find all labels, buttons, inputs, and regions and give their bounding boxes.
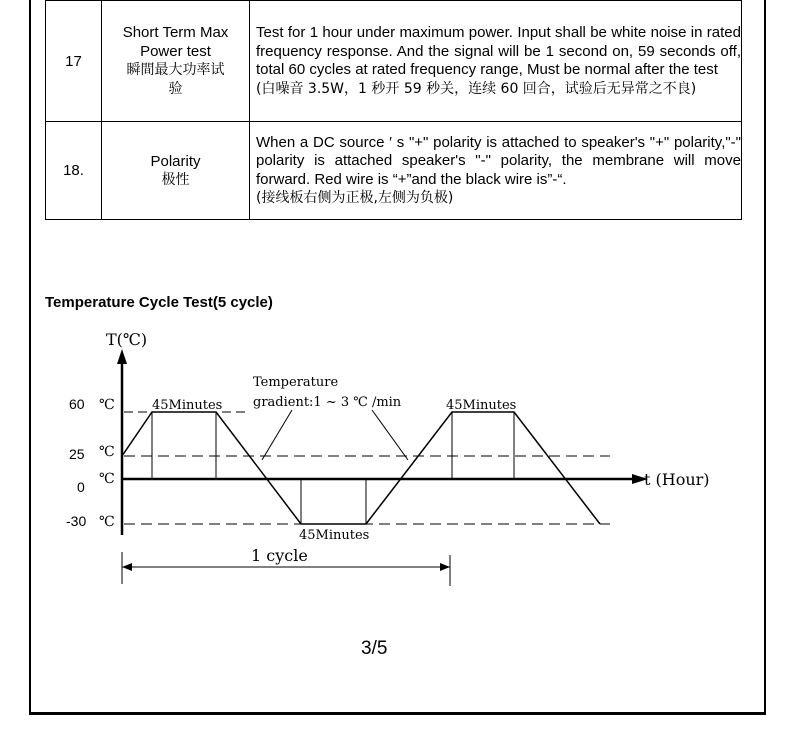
description-en: When a DC source ′ s "+" polarity is attached to speaker's "+" polarity,"-" polarity is attached speaker's "-" polarity, the membrane will move forward. Red wire is “+”and the black wire is”-“. — [256, 133, 741, 188]
y-tick-unit: ℃ — [99, 397, 115, 413]
item-name-cn: 验 — [168, 81, 183, 97]
y-tick-unit: ℃ — [99, 471, 115, 487]
row-number: 18. — [46, 122, 102, 220]
cycle-arrowhead — [122, 563, 132, 571]
y-axis-arrowhead — [117, 349, 127, 364]
x-axis-label: t (Hour) — [644, 470, 710, 489]
y-axis-label: T(℃) — [106, 330, 148, 349]
y-tick-unit: ℃ — [99, 514, 115, 530]
page-number: 3/5 — [361, 638, 388, 659]
description-cn: (接线板右侧为正极,左侧为负极) — [256, 190, 454, 206]
y-tick-label: -30 — [66, 513, 87, 529]
y-tick-group — [66, 396, 115, 530]
row-number: 17 — [46, 1, 102, 122]
item-name-cn: 瞬間最大功率试 — [126, 62, 225, 78]
description-en: Test for 1 hour under maximum power. Input shall be white noise in rated frequency response. And the signal will be 1 second on, 59 seconds off, total 60 cycles at rated frequency range, Must be normal after the test — [256, 24, 741, 78]
dwell-label: 45Minutes — [152, 398, 223, 413]
dwell-label: 45Minutes — [299, 528, 370, 543]
description-cn: (白噪音 3.5W，1 秒开 59 秒关，连续 60 回合，试验后无异常之不良) — [256, 80, 697, 97]
y-tick-label: 25 — [69, 446, 85, 462]
item-name-en: Short Term Max — [122, 24, 229, 41]
gradient-pointer — [372, 410, 408, 460]
temperature-profile-line — [122, 412, 600, 524]
y-tick-label: 60 — [69, 396, 85, 412]
item-name-en: Power test — [140, 43, 211, 60]
gradient-annotation: Temperature — [253, 375, 339, 390]
item-name-cn: 极性 — [161, 171, 190, 188]
gradient-pointer — [262, 410, 292, 460]
y-tick-unit: ℃ — [99, 444, 115, 460]
cycle-label: 1 cycle — [251, 546, 308, 565]
cycle-arrowhead — [440, 563, 450, 571]
dwell-label: 45Minutes — [446, 398, 517, 413]
item-name-en: Polarity — [150, 152, 201, 170]
gradient-annotation: gradient:1 ~ 3 ℃ /min — [253, 395, 402, 410]
section-title: Temperature Cycle Test(5 cycle) — [45, 294, 273, 311]
y-tick-label: 0 — [77, 479, 85, 495]
